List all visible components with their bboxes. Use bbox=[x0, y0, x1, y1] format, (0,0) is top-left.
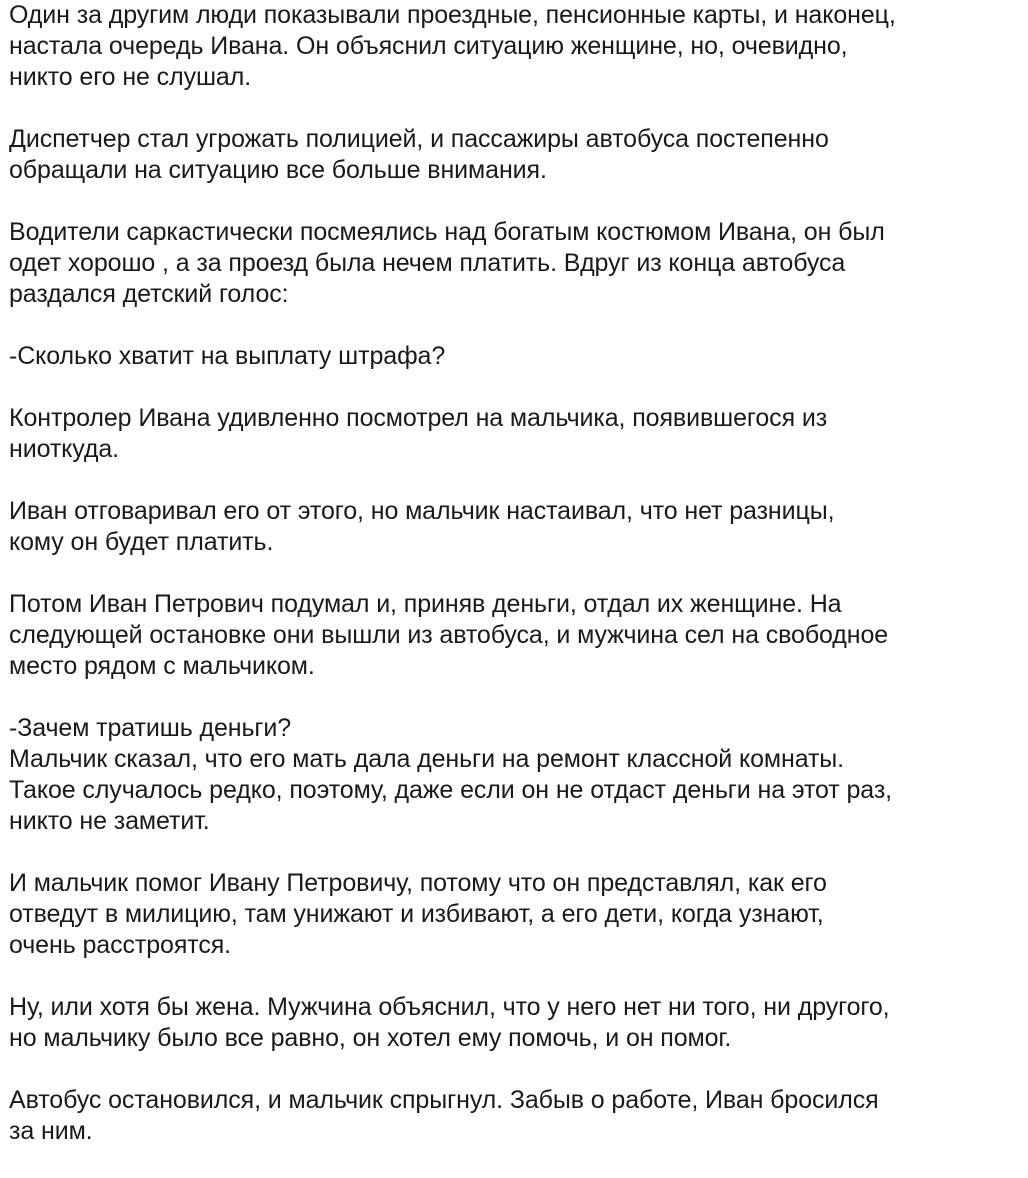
paragraph-10: И мальчик помог Ивану Петровичу, потому что он представлял, как его отведут в милицию, там унижают и избивают, а его дети, когда узнают, очень расстроятся. bbox=[9, 869, 827, 959]
paragraph-8: -Зачем тратишь деньги? bbox=[9, 714, 292, 742]
paragraph-11: Ну, или хотя бы жена. Мужчина объяснил, что у него нет ни того, ни другого, но мальчику было все равно, он хотел ему помочь, и он помог. bbox=[9, 993, 890, 1052]
paragraph-2: Диспетчер стал угрожать полицией, и пассажиры автобуса постепенно обращали на ситуацию все больше внимания. bbox=[9, 125, 829, 184]
paragraph-1: Один за другим люди показывали проездные, пенсионные карты, и наконец, настала очередь Ивана. Он объяснил ситуацию женщине, но, очевидно, никто его не слушал. bbox=[9, 1, 896, 91]
paragraph-12: Автобус остановился, и мальчик спрыгнул. Забыв о работе, Иван бросился за ним. bbox=[9, 1086, 879, 1145]
paragraph-5: Контролер Ивана удивленно посмотрел на мальчика, появившегося из ниоткуда. bbox=[9, 404, 828, 463]
paragraph-4: -Сколько хватит на выплату штрафа? bbox=[9, 342, 446, 370]
paragraph-6: Иван отговаривал его от этого, но мальчик настаивал, что нет разницы, кому он будет платить. bbox=[9, 497, 835, 556]
paragraph-9: Мальчик сказал, что его мать дала деньги на ремонт классной комнаты. Такое случалось редко, поэтому, даже если он не отдаст деньги на этот раз, никто не заметит. bbox=[9, 745, 893, 835]
document-body bbox=[9, 0, 1025, 1178]
paragraph-3: Водители саркастически посмеялись над богатым костюмом Ивана, он был одет хорошо , а за проезд была нечем платить. Вдруг из конца автобуса раздался детский голос: bbox=[9, 218, 885, 308]
paragraph-7: Потом Иван Петрович подумал и, приняв деньги, отдал их женщине. На следующей остановке они вышли из автобуса, и мужчина сел на свободное место рядом с мальчиком. bbox=[9, 590, 889, 680]
